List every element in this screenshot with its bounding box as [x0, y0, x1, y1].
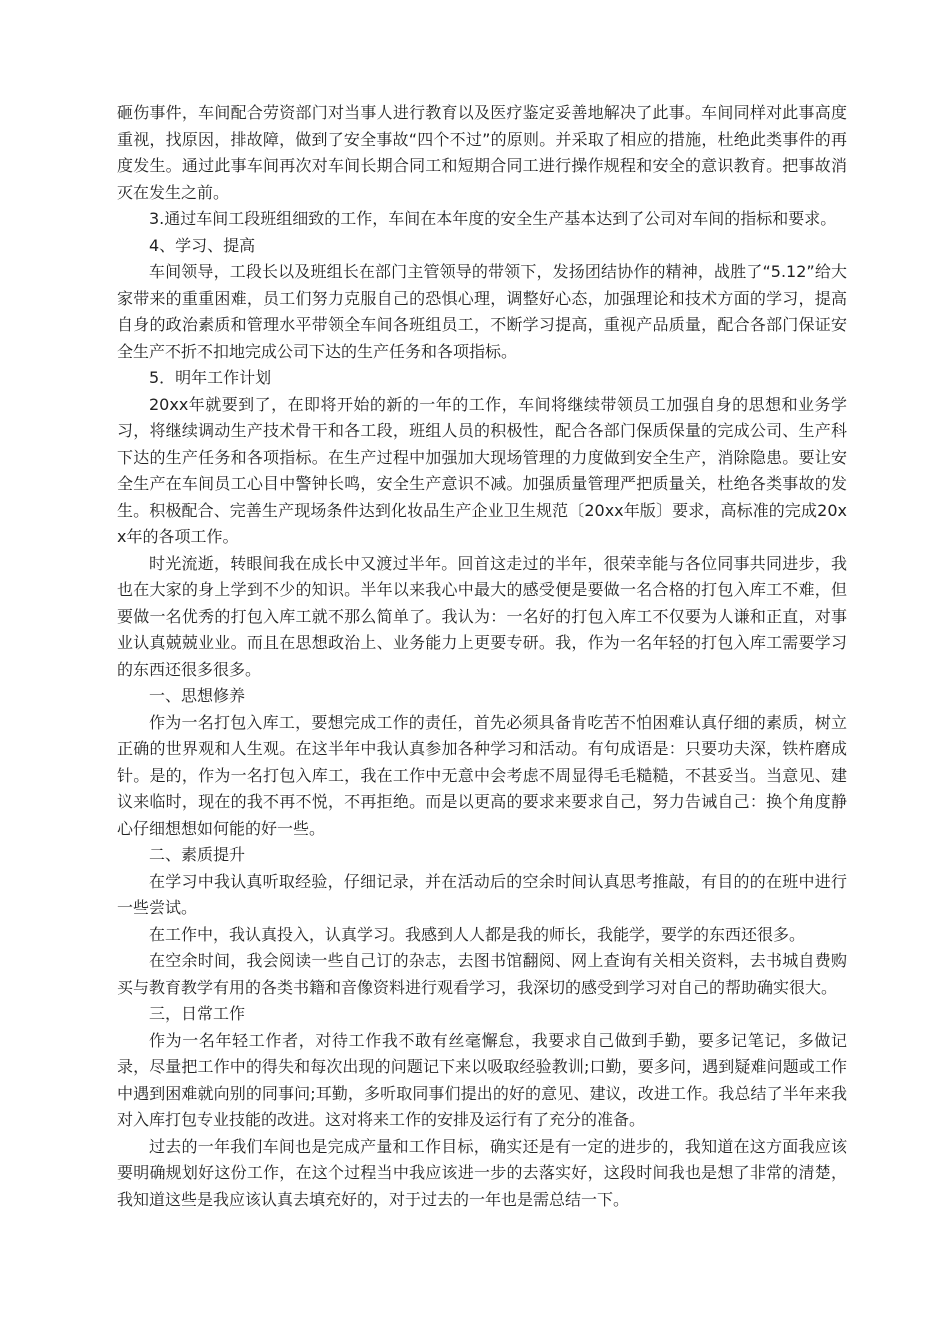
paragraph: 在空余时间，我会阅读一些自己订的杂志，去图书馆翻阅、网上查询有关相关资料，去书城自费购买与教育教学有用的各类书籍和音像资料进行观看学习，我深切的感受到学习对自己的帮助确实很大。: [117, 951, 847, 997]
paragraph: 时光流逝，转眼间我在成长中又渡过半年。回首这走过的半年，很荣幸能与各位同事共同进步，我也在大家的身上学到不少的知识。半年以来我心中最大的感受便是要做一名合格的打包入库工不难，但要做一名优秀的打包入库工就不那么简单了。我认为：一名好的打包入库工不仅要为人谦和正直，对事业认真兢兢业业。而且在思想政治上、业务能力上更要专研。我，作为一名年轻的打包入库工需要学习的东西还很多很多。: [117, 553, 847, 679]
section-heading: 二、素质提升: [149, 845, 246, 864]
paragraph: 在学习中我认真听取经验，仔细记录，并在活动后的空余时间认真思考推敲，有目的的在班中进行一些尝试。: [117, 871, 847, 917]
paragraph: 作为一名打包入库工，要想完成工作的责任，首先必须具备肯吃苦不怕困难认真仔细的素质，树立正确的世界观和人生观。在这半年中我认真参加各种学习和活动。有句成语是：只要功夫深，铁杵磨成针。是的，作为一名打包入库工，我在工作中无意中会考虑不周显得毛毛糙糙，不甚妥当。当意见、建议来临时，现在的我不再不悦，不再拒绝。而是以更高的要求来要求自己，努力告诫自己：换个角度静心仔细想想如何能的好一些。: [117, 712, 847, 838]
document-body: [117, 100, 847, 1213]
paragraph: 3.通过车间工段班组细致的工作，车间在本年度的安全生产基本达到了公司对车间的指标和要求。: [149, 209, 837, 228]
section-heading: 5．明年工作计划: [149, 368, 272, 387]
paragraph: 车间领导，工段长以及班组长在部门主管领导的带领下，发扬团结协作的精神，战胜了“5.12”给大家带来的重重困难，员工们努力克服自己的恐惧心理，调整好心态，加强理论和技术方面的学习，提高自身的政治素质和管理水平带领全车间各班组员工，不断学习提高，重视产品质量，配合各部门保证安全生产不折不扣地完成公司下达的生产任务和各项指标。: [117, 262, 847, 361]
paragraph: 作为一名年轻工作者，对待工作我不敢有丝毫懈怠，我要求自己做到手勤，要多记笔记，多做记录，尽量把工作中的得失和每次出现的问题记下来以吸取经验教训;口勤，要多问，遇到疑难问题或工作中遇到困难就向别的同事问;耳勤，多听取同事们提出的好的意见、建议，改进工作。我总结了半年来我对入库打包专业技能的改进。这对将来工作的安排及运行有了充分的准备。: [117, 1030, 847, 1129]
paragraph: 砸伤事件，车间配合劳资部门对当事人进行教育以及医疗鉴定妥善地解决了此事。车间同样对此事高度重视，找原因，排故障，做到了安全事故“四个不过”的原则。并采取了相应的措施，杜绝此类事件的再度发生。通过此事车间再次对车间长期合同工和短期合同工进行操作规程和安全的意识教育。把事故消灭在发生之前。: [117, 103, 847, 202]
section-heading: 一、思想修养: [149, 686, 246, 705]
paragraph: 过去的一年我们车间也是完成产量和工作目标，确实还是有一定的进步的，我知道在这方面我应该要明确规划好这份工作，在这个过程当中我应该进一步的去落实好，这段时间我也是想了非常的清楚，我知道这些是我应该认真去填充好的，对于过去的一年也是需总结一下。: [117, 1136, 847, 1209]
section-heading: 4、学习、提高: [149, 235, 256, 255]
paragraph: 在工作中，我认真投入，认真学习。我感到人人都是我的师长，我能学，要学的东西还很多。: [149, 924, 806, 944]
paragraph: 20xx年就要到了，在即将开始的新的一年的工作，车间将继续带领员工加强自身的思想和业务学习，将继续调动生产技术骨干和各工段，班组人员的积极性，配合各部门保质保量的完成公司、生产科下达的生产任务和各项指标。在生产过程中加强加大现场管理的力度做到安全生产，消除隐患。要让安全生产在车间员工心目中警钟长鸣，安全生产意识不减。加强质量管理严把质量关，杜绝各类事故的发生。积极配合、完善生产现场条件达到化妆品生产企业卫生规范〔20xx年版〕要求，高标准的完成20xx年的各项工作。: [117, 394, 847, 546]
section-heading: 三，日常工作: [149, 1004, 246, 1023]
